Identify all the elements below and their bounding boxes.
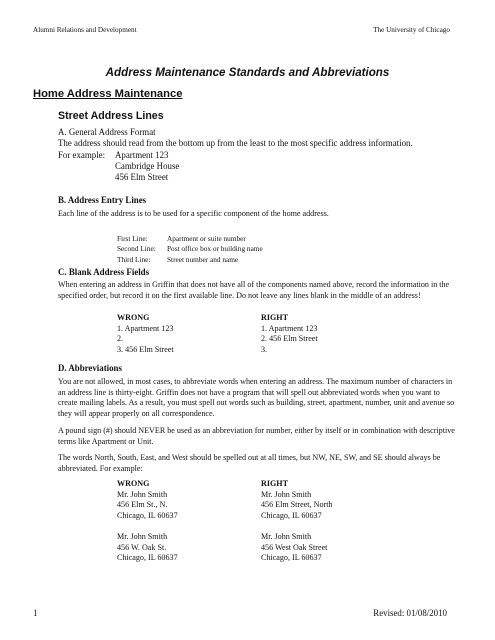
section-heading: Home Address Maintenance (33, 88, 183, 100)
right-column (261, 313, 318, 356)
example-label: For example: (58, 149, 106, 160)
wrong-line: 1. Apartment 123 (117, 323, 174, 333)
header-left: Alumni Relations and Development (33, 26, 137, 34)
section-b-body: Each line of the address is to be used for a specific component of the home address. (58, 209, 329, 218)
wrong-line: 3. 456 Elm Street (117, 345, 174, 355)
wrong-line: 456 Elm St., N. (117, 500, 168, 510)
section-b-title: B. Address Entry Lines (58, 195, 147, 205)
right-label: RIGHT (261, 479, 288, 488)
right-line: 1. Apartment 123 (261, 323, 318, 333)
section-c-title: C. Blank Address Fields (58, 267, 150, 277)
example-line: Apartment 123 (115, 149, 169, 160)
wrong-line: Mr. John Smith (117, 531, 168, 541)
wrong-column (117, 313, 174, 356)
wrong-label: WRONG (117, 479, 150, 488)
right-label: RIGHT (261, 313, 288, 322)
section-d-para3: The words North, South, East, and West should be spelled out at all times, but NW, NE, SW, and SE should always be abbreviated. For example: (58, 453, 441, 473)
document-title: Address Maintenance Standards and Abbreviations (105, 66, 390, 79)
address-entry-lines (117, 234, 263, 265)
right-line: Chicago, IL 60637 (261, 511, 322, 521)
wrong-line: 456 W. Oak St. (117, 542, 167, 552)
section-a-title: A. General Address Format (58, 127, 156, 137)
right-line: 2. 456 Elm Street (261, 334, 318, 344)
section-d-para1: You are not allowed, in most cases, to abbreviate words when entering an address. The maximum number of characters in an address line is thirty-eight. Griffin does not have a program that will spell out abbreviated words when you want to create mailing labels. As a result, you must spell out words such as building, street, apartment, number, unit and avenue so they will appear properly on all correspondence. (58, 377, 455, 419)
header-right: The University of Chicago (373, 26, 450, 34)
section-d-title: D. Abbreviations (58, 363, 122, 373)
wrong-line: Chicago, IL 60637 (117, 511, 178, 521)
entry-line: Third Line: Street number and name (117, 254, 239, 264)
entry-line: Second Line: Post office box or building name (117, 244, 263, 254)
entry-line: First Line: Apartment or suite number (117, 234, 246, 243)
right-column (261, 479, 332, 564)
section-a-example (58, 150, 458, 184)
right-line: 3. (261, 345, 268, 355)
revised-date: Revised: 01/08/2010 (373, 608, 447, 618)
subsection-heading: Street Address Lines (58, 110, 164, 122)
wrong-column (117, 479, 178, 564)
wrong-line: Mr. John Smith (117, 489, 168, 499)
right-line: 456 West Oak Street (261, 542, 328, 552)
wrong-line: Chicago, IL 60637 (117, 553, 178, 563)
right-line: 456 Elm Street, North (261, 500, 333, 510)
right-line: Mr. John Smith (261, 489, 312, 499)
example-line: Cambridge House (115, 160, 180, 171)
right-line: Chicago, IL 60637 (261, 553, 322, 563)
wrong-line: 2. (117, 334, 124, 344)
section-a-body: The address should read from the bottom up from the least to the most specific address information. (58, 138, 413, 149)
wrong-label: WRONG (117, 313, 150, 322)
section-a (58, 127, 458, 184)
page-number: 1 (33, 608, 38, 618)
right-line: Mr. John Smith (261, 531, 312, 541)
example-address (115, 150, 179, 184)
section-d-para2: A pound sign (#) should NEVER be used as an abbreviation for number, either by itself or in combination with descriptive terms like Apartment or Unit. (58, 426, 455, 446)
example-line: 456 Elm Street (115, 172, 169, 183)
section-c-body: When entering an address in Griffin that does not have all of the components named above, record the information in the specified order, but record it on the first available line. Do not leave any lines blank in the middle of an address! (58, 280, 450, 300)
